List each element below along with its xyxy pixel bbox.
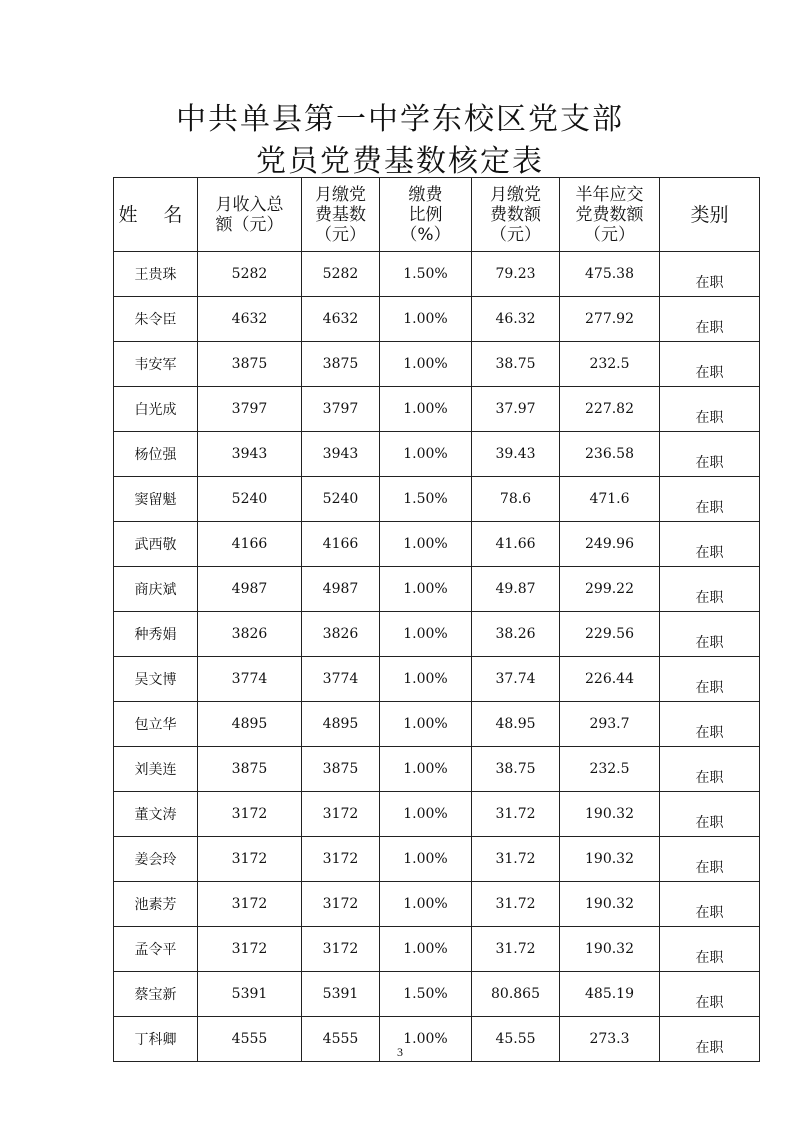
- header-base: [302, 178, 380, 252]
- party-fee-table: [113, 177, 760, 1062]
- cell-name: 池素芳: [114, 882, 198, 927]
- cell-name: 丁科卿: [114, 1017, 198, 1062]
- cell-category: 在职: [660, 477, 760, 522]
- cell-base: 4166: [302, 522, 380, 567]
- cell-income: 4895: [198, 702, 302, 747]
- cell-name: 种秀娟: [114, 612, 198, 657]
- cell-income: 4632: [198, 297, 302, 342]
- table-row: [114, 927, 760, 972]
- cell-half-year-fee: 229.56: [560, 612, 660, 657]
- cell-category: 在职: [660, 747, 760, 792]
- header-base-line: 月缴党: [315, 184, 366, 205]
- cell-category: 在职: [660, 702, 760, 747]
- cell-income: 3797: [198, 387, 302, 432]
- cell-category: 在职: [660, 252, 760, 297]
- cell-base: 4987: [302, 567, 380, 612]
- table-row: [114, 567, 760, 612]
- cell-base: 3172: [302, 837, 380, 882]
- cell-ratio: 1.00%: [380, 657, 472, 702]
- cell-monthly-fee: 46.32: [472, 297, 560, 342]
- cell-category: 在职: [660, 612, 760, 657]
- cell-base: 4555: [302, 1017, 380, 1062]
- cell-name: 孟令平: [114, 927, 198, 972]
- header-income-line: 额（元）: [215, 214, 284, 235]
- cell-monthly-fee: 37.97: [472, 387, 560, 432]
- table-row: [114, 342, 760, 387]
- header-half-year-fee-line: 党费数额: [575, 204, 644, 225]
- cell-category: 在职: [660, 567, 760, 612]
- cell-name: 吴文博: [114, 657, 198, 702]
- cell-name: 董文涛: [114, 792, 198, 837]
- cell-ratio: 1.00%: [380, 747, 472, 792]
- cell-monthly-fee: 37.74: [472, 657, 560, 702]
- cell-half-year-fee: 471.6: [560, 477, 660, 522]
- cell-base: 5391: [302, 972, 380, 1017]
- cell-monthly-fee: 31.72: [472, 882, 560, 927]
- document-title-line-2: 党员党费基数核定表: [256, 144, 544, 179]
- cell-monthly-fee: 38.75: [472, 342, 560, 387]
- cell-monthly-fee: 78.6: [472, 477, 560, 522]
- cell-base: 3172: [302, 927, 380, 972]
- cell-monthly-fee: 38.26: [472, 612, 560, 657]
- cell-half-year-fee: 190.32: [560, 882, 660, 927]
- header-half-year-fee: [560, 178, 660, 252]
- header-ratio-line: 比例: [408, 204, 443, 225]
- cell-name: 王贵珠: [114, 252, 198, 297]
- cell-monthly-fee: 45.55: [472, 1017, 560, 1062]
- cell-category: 在职: [660, 432, 760, 477]
- cell-name: 刘美连: [114, 747, 198, 792]
- table-row: [114, 297, 760, 342]
- cell-ratio: 1.50%: [380, 477, 472, 522]
- header-income: [198, 178, 302, 252]
- table-row: [114, 657, 760, 702]
- cell-half-year-fee: 475.38: [560, 252, 660, 297]
- cell-income: 3172: [198, 792, 302, 837]
- cell-category: 在职: [660, 297, 760, 342]
- cell-category: 在职: [660, 522, 760, 567]
- cell-base: 3774: [302, 657, 380, 702]
- cell-category: 在职: [660, 837, 760, 882]
- cell-name: 包立华: [114, 702, 198, 747]
- table-row: [114, 612, 760, 657]
- page-number: 3: [397, 1045, 403, 1059]
- cell-half-year-fee: 293.7: [560, 702, 660, 747]
- cell-income: 3943: [198, 432, 302, 477]
- cell-monthly-fee: 79.23: [472, 252, 560, 297]
- header-monthly-fee-line: 月缴党: [490, 184, 541, 205]
- cell-ratio: 1.00%: [380, 882, 472, 927]
- cell-half-year-fee: 190.32: [560, 837, 660, 882]
- cell-base: 4632: [302, 297, 380, 342]
- cell-income: 3875: [198, 342, 302, 387]
- header-ratio: [380, 178, 472, 252]
- cell-ratio: 1.00%: [380, 432, 472, 477]
- cell-half-year-fee: 485.19: [560, 972, 660, 1017]
- cell-half-year-fee: 232.5: [560, 342, 660, 387]
- cell-base: 5282: [302, 252, 380, 297]
- cell-category: 在职: [660, 342, 760, 387]
- cell-base: 3797: [302, 387, 380, 432]
- table-row: [114, 747, 760, 792]
- cell-half-year-fee: 249.96: [560, 522, 660, 567]
- header-base-line: （元）: [315, 224, 366, 245]
- cell-ratio: 1.00%: [380, 792, 472, 837]
- cell-name: 商庆斌: [114, 567, 198, 612]
- cell-category: 在职: [660, 387, 760, 432]
- cell-monthly-fee: 48.95: [472, 702, 560, 747]
- table-row: [114, 252, 760, 297]
- cell-income: 4555: [198, 1017, 302, 1062]
- cell-ratio: 1.00%: [380, 342, 472, 387]
- cell-half-year-fee: 190.32: [560, 792, 660, 837]
- header-name: 姓 名: [114, 178, 198, 252]
- cell-ratio: 1.00%: [380, 927, 472, 972]
- cell-name: 韦安军: [114, 342, 198, 387]
- cell-income: 3172: [198, 882, 302, 927]
- cell-ratio: 1.00%: [380, 1017, 472, 1062]
- header-half-year-fee-line: 半年应交: [575, 184, 644, 205]
- header-category: 类别: [660, 178, 760, 252]
- cell-category: 在职: [660, 657, 760, 702]
- cell-income: 3172: [198, 837, 302, 882]
- cell-name: 窦留魁: [114, 477, 198, 522]
- table-row: [114, 972, 760, 1017]
- cell-monthly-fee: 49.87: [472, 567, 560, 612]
- table-row: [114, 477, 760, 522]
- table-row: [114, 702, 760, 747]
- table-row: [114, 522, 760, 567]
- cell-half-year-fee: 273.3: [560, 1017, 660, 1062]
- cell-base: 3943: [302, 432, 380, 477]
- cell-half-year-fee: 226.44: [560, 657, 660, 702]
- cell-monthly-fee: 31.72: [472, 927, 560, 972]
- cell-monthly-fee: 31.72: [472, 792, 560, 837]
- cell-category: 在职: [660, 972, 760, 1017]
- cell-income: 5240: [198, 477, 302, 522]
- table-row: [114, 792, 760, 837]
- header-ratio-line: （%）: [400, 224, 451, 245]
- table-header-row: [114, 178, 760, 252]
- table-row: [114, 882, 760, 927]
- cell-ratio: 1.50%: [380, 972, 472, 1017]
- cell-half-year-fee: 190.32: [560, 927, 660, 972]
- header-half-year-fee-line: （元）: [584, 224, 635, 245]
- cell-monthly-fee: 38.75: [472, 747, 560, 792]
- cell-half-year-fee: 299.22: [560, 567, 660, 612]
- cell-ratio: 1.00%: [380, 702, 472, 747]
- cell-base: 4895: [302, 702, 380, 747]
- cell-income: 4166: [198, 522, 302, 567]
- cell-name: 白光成: [114, 387, 198, 432]
- cell-income: 3774: [198, 657, 302, 702]
- cell-income: 5282: [198, 252, 302, 297]
- header-monthly-fee: [472, 178, 560, 252]
- cell-half-year-fee: 277.92: [560, 297, 660, 342]
- cell-category: 在职: [660, 1017, 760, 1062]
- cell-base: 3172: [302, 792, 380, 837]
- cell-ratio: 1.00%: [380, 612, 472, 657]
- cell-ratio: 1.00%: [380, 522, 472, 567]
- header-base-line: 费基数: [315, 204, 366, 225]
- cell-category: 在职: [660, 882, 760, 927]
- cell-monthly-fee: 41.66: [472, 522, 560, 567]
- cell-income: 5391: [198, 972, 302, 1017]
- cell-income: 4987: [198, 567, 302, 612]
- cell-ratio: 1.50%: [380, 252, 472, 297]
- header-monthly-fee-line: （元）: [490, 224, 541, 245]
- cell-base: 5240: [302, 477, 380, 522]
- cell-name: 武西敬: [114, 522, 198, 567]
- cell-name: 杨位强: [114, 432, 198, 477]
- cell-monthly-fee: 80.865: [472, 972, 560, 1017]
- cell-ratio: 1.00%: [380, 297, 472, 342]
- cell-base: 3875: [302, 747, 380, 792]
- header-income-line: 月收入总: [215, 194, 284, 215]
- table-row: [114, 387, 760, 432]
- cell-income: 3875: [198, 747, 302, 792]
- table-row: [114, 432, 760, 477]
- cell-monthly-fee: 31.72: [472, 837, 560, 882]
- cell-half-year-fee: 236.58: [560, 432, 660, 477]
- cell-name: 姜会玲: [114, 837, 198, 882]
- document-title-line-1: 中共单县第一中学东校区党支部: [176, 102, 624, 137]
- cell-ratio: 1.00%: [380, 387, 472, 432]
- header-monthly-fee-line: 费数额: [490, 204, 541, 225]
- table-row: [114, 837, 760, 882]
- cell-category: 在职: [660, 792, 760, 837]
- cell-income: 3172: [198, 927, 302, 972]
- cell-base: 3172: [302, 882, 380, 927]
- cell-ratio: 1.00%: [380, 837, 472, 882]
- cell-income: 3826: [198, 612, 302, 657]
- cell-base: 3826: [302, 612, 380, 657]
- cell-base: 3875: [302, 342, 380, 387]
- header-ratio-line: 缴费: [408, 184, 443, 205]
- cell-ratio: 1.00%: [380, 567, 472, 612]
- cell-name: 朱令臣: [114, 297, 198, 342]
- cell-name: 蔡宝新: [114, 972, 198, 1017]
- cell-half-year-fee: 227.82: [560, 387, 660, 432]
- cell-half-year-fee: 232.5: [560, 747, 660, 792]
- cell-monthly-fee: 39.43: [472, 432, 560, 477]
- cell-category: 在职: [660, 927, 760, 972]
